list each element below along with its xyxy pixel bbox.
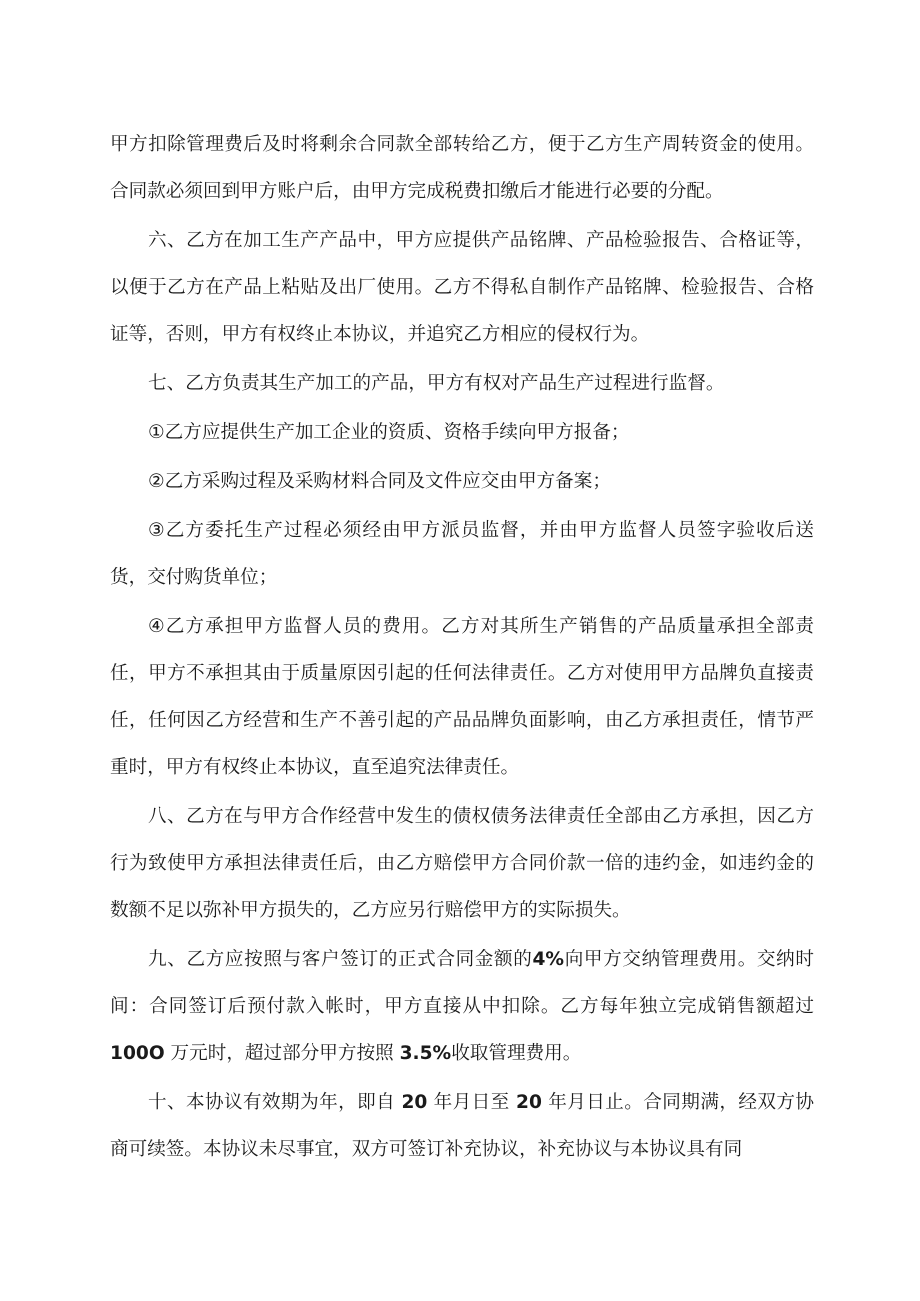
clause-10-year-start: 20 bbox=[401, 1092, 428, 1113]
clause-10-text-1: 十、本协议有效期为年，即自 bbox=[148, 1092, 396, 1113]
paragraph-clause-10 bbox=[110, 1079, 814, 1173]
clause-9-text-4: 收取管理费用。 bbox=[451, 1043, 582, 1064]
clause-10-text-3: 年月日止。合同期满，经双方协商可续签。本协议未尽事宜，双方可签订补充协议，补充协议与本协议具有同 bbox=[110, 1092, 814, 1160]
paragraph-clause-7-item-3: ③乙方委托生产过程必须经由甲方派员监督，并由甲方监督人员签字验收后送货，交付购货单位； bbox=[110, 520, 814, 588]
clause-9-rate: 4% bbox=[532, 949, 565, 970]
paragraph-clause-7-item-1: ①乙方应提供生产加工企业的资质、资格手续向甲方报备； bbox=[148, 422, 630, 443]
paragraph-continuation: 甲方扣除管理费后及时将剩余合同款全部转给乙方，便于乙方生产周转资金的使用。合同款必须回到甲方账户后，由甲方完成税费扣缴后才能进行必要的分配。 bbox=[110, 134, 814, 202]
clause-10-text-2: 年月日至 bbox=[433, 1092, 510, 1113]
clause-9-threshold: 100O bbox=[110, 1043, 165, 1064]
paragraph-clause-7: 七、乙方负责其生产加工的产品，甲方有权对产品生产过程进行监督。 bbox=[148, 373, 725, 394]
clause-9-rate-excess: 3.5% bbox=[399, 1043, 452, 1064]
clause-10-year-end: 20 bbox=[516, 1092, 542, 1113]
clause-9-text-1: 九、乙方应按照与客户签订的正式合同金额的 bbox=[148, 949, 533, 970]
clause-9-text-2: 向甲方交纳管理费用。交纳时间：合同签订后预付款入帐时，甲方直接从中扣除。乙方每年独立完成销售额超过 bbox=[110, 949, 814, 1017]
document-body bbox=[110, 121, 814, 1173]
clause-9-text-3: 万元时，超过部分甲方按照 bbox=[170, 1043, 394, 1064]
paragraph-clause-9 bbox=[110, 936, 814, 1077]
paragraph-clause-8: 八、乙方在与甲方合作经营中发生的债权债务法律责任全部由乙方承担，因乙方行为致使甲方承担法律责任后，由乙方赔偿甲方合同价款一倍的违约金，如违约金的数额不足以弥补甲方损失的，乙方应另行赔偿甲方的实际损失。 bbox=[110, 806, 814, 921]
paragraph-clause-7-item-2: ②乙方采购过程及采购材料合同及文件应交由甲方备案； bbox=[148, 471, 611, 492]
paragraph-clause-6: 六、乙方在加工生产产品中，甲方应提供产品铭牌、产品检验报告、合格证等，以便于乙方在产品上粘贴及出厂使用。乙方不得私自制作产品铭牌、检验报告、合格证等，否则，甲方有权终止本协议，并追究乙方相应的侵权行为。 bbox=[110, 230, 814, 345]
paragraph-clause-7-item-4: ④乙方承担甲方监督人员的费用。乙方对其所生产销售的产品质量承担全部责任，甲方不承担其由于质量原因引起的任何法律责任。乙方对使用甲方品牌负直接责任，任何因乙方经营和生产不善引起的产品品牌负面影响，由乙方承担责任，情节严重时，甲方有权终止本协议，直至追究法律责任。 bbox=[110, 616, 814, 778]
